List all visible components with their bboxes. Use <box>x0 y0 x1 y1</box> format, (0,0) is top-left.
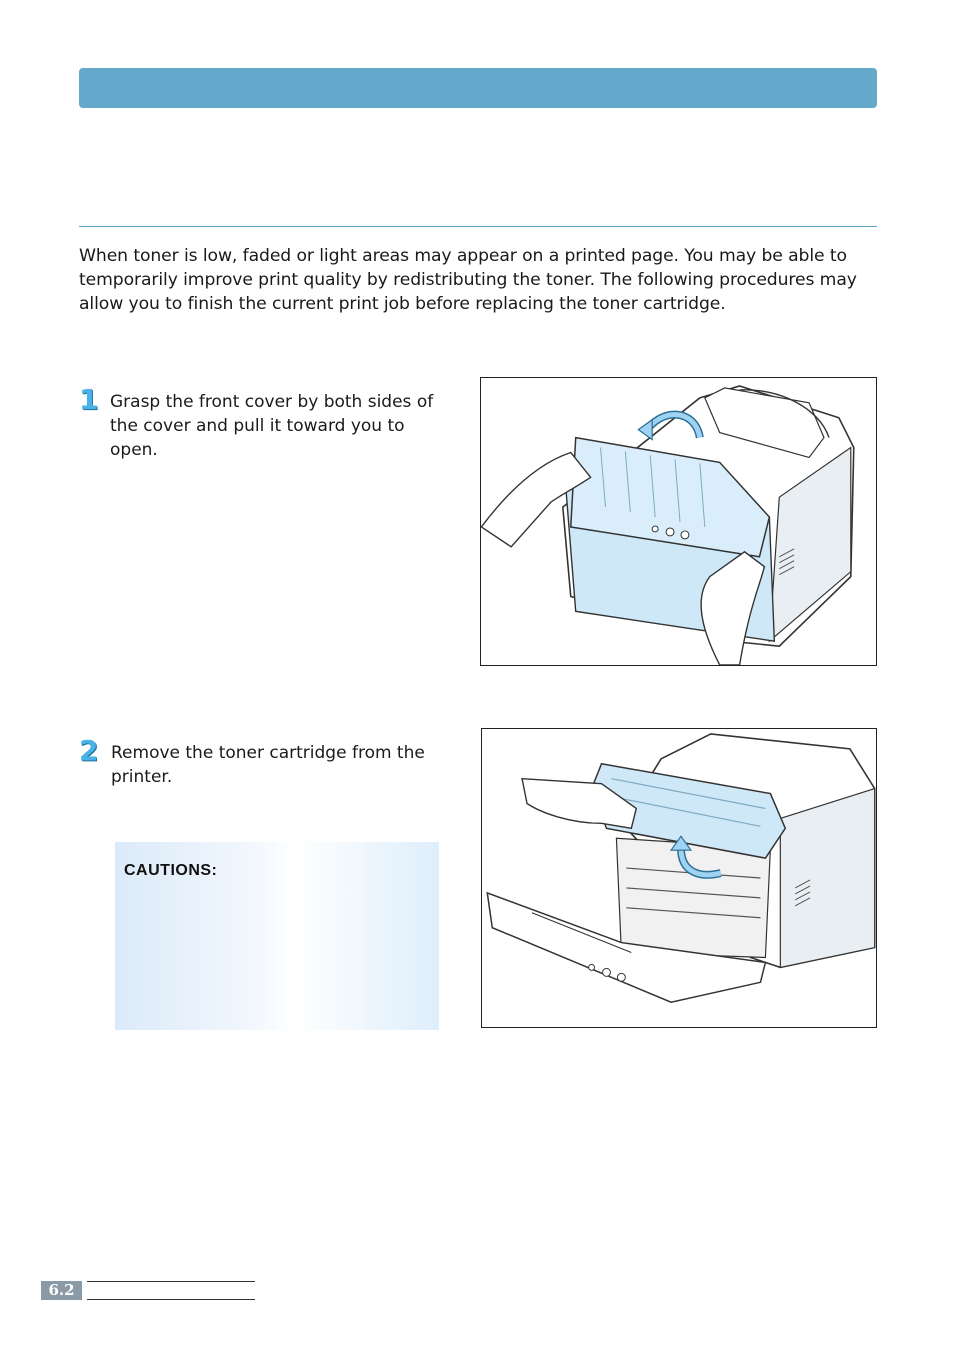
caution-title: CAUTIONS: <box>124 862 218 879</box>
step-1-number: 1 <box>79 383 99 416</box>
figure-open-front-cover <box>480 377 877 666</box>
caution-box <box>115 842 439 1030</box>
page-number-badge: 6.2 <box>41 1281 82 1300</box>
footer-rule-top <box>87 1281 255 1282</box>
printer-open-cover-illustration <box>481 378 876 665</box>
step-2-text: Remove the toner cartridge from the printer. <box>111 743 425 787</box>
step-2-number: 2 <box>79 734 99 767</box>
intro-paragraph: When toner is low, faded or light areas may appear on a printed page. You may be able to temporarily improve print quality by redistributing the toner. The following procedures may allow you to finish the current print job before replacing the toner cartridge. <box>79 246 857 314</box>
printer-remove-toner-illustration <box>482 729 876 1027</box>
chapter-header-bar <box>79 68 877 108</box>
figure-remove-toner-cartridge <box>481 728 877 1028</box>
footer-rule-bottom <box>87 1299 255 1300</box>
section-rule <box>79 226 877 227</box>
step-1-text: Grasp the front cover by both sides of the cover and pull it toward you to open. <box>110 392 434 460</box>
